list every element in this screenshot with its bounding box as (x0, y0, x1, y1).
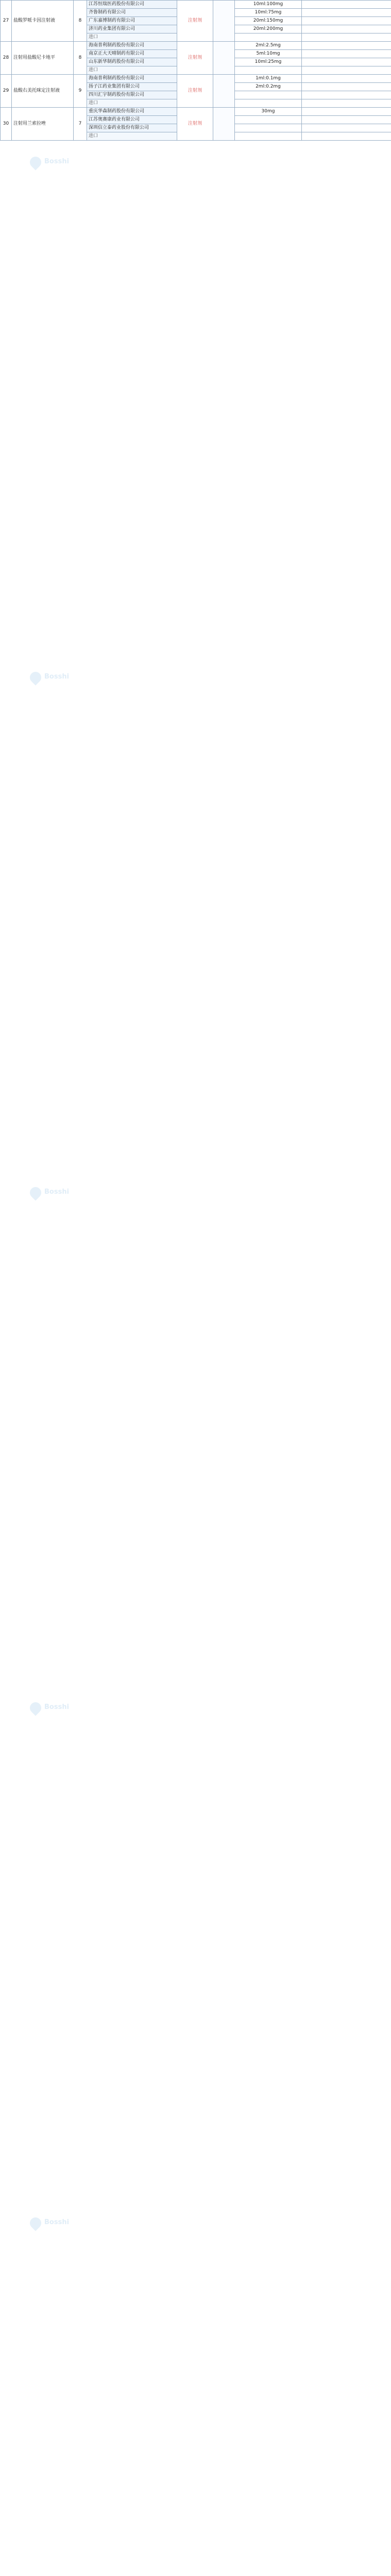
blank-cell (213, 1, 235, 42)
row-index: 27 (1, 1, 12, 42)
dosage-form: 注射剂 (177, 42, 213, 75)
table-row (1, 108, 391, 116)
watermark-logo: Bosshi (30, 670, 76, 691)
dosage-form: 注射剂 (177, 108, 213, 141)
manufacturer-count: 8 (74, 1, 87, 42)
spec-value (235, 66, 302, 75)
blank-cell (213, 75, 235, 108)
manufacturer-name: 扬子江药业集团有限公司 (87, 83, 177, 91)
manufacturer-name: 四川汇宇制药股份有限公司 (87, 91, 177, 99)
spec-note (302, 75, 391, 83)
blank-cell (213, 42, 235, 75)
row-index: 28 (1, 42, 12, 75)
spec-value (235, 91, 302, 99)
spec-note (302, 66, 391, 75)
spec-note (302, 91, 391, 99)
spec-note (302, 83, 391, 91)
manufacturer-name: 重庆华森制药股份有限公司 (87, 108, 177, 116)
spec-note (302, 50, 391, 58)
manufacturer-name: 南京正大天晴制药有限公司 (87, 50, 177, 58)
spec-note (302, 132, 391, 141)
drug-table-body (1, 1, 391, 141)
dosage-form: 注射剂 (177, 75, 213, 108)
manufacturer-name: 江苏奥赛康药业有限公司 (87, 116, 177, 124)
manufacturer-count: 9 (74, 75, 87, 108)
manufacturer-name: 海南普利制药股份有限公司 (87, 42, 177, 50)
spec-value: 20ml:200mg (235, 25, 302, 33)
row-index: 30 (1, 108, 12, 141)
spec-value: 2ml:0.2mg (235, 83, 302, 91)
spec-note (302, 1, 391, 9)
spec-value: 20ml:150mg (235, 17, 302, 25)
manufacturer-name: 山东新华制药股份有限公司 (87, 58, 177, 66)
table-row (1, 1, 391, 9)
dosage-form: 注射剂 (177, 1, 213, 42)
watermark-logo: Bosshi (30, 1185, 76, 1207)
table-row (1, 42, 391, 50)
spec-value (235, 99, 302, 108)
manufacturer-count: 8 (74, 42, 87, 75)
manufacturer-name: 深圳信立泰药业股份有限公司 (87, 124, 177, 132)
drug-name: 盐酸右美托咪定注射液 (12, 75, 74, 108)
manufacturer-name: 海南普利制药股份有限公司 (87, 75, 177, 83)
manufacturer-count: 7 (74, 108, 87, 141)
spec-value: 5ml:10mg (235, 50, 302, 58)
drug-name: 注射用兰索拉唑 (12, 108, 74, 141)
spec-note (302, 25, 391, 33)
spec-note (302, 9, 391, 17)
row-index: 29 (1, 75, 12, 108)
blank-cell (213, 108, 235, 141)
drug-name: 盐酸罗哌卡因注射液 (12, 1, 74, 42)
manufacturer-name: 广东嘉博制药有限公司 (87, 17, 177, 25)
spec-value: 30mg (235, 108, 302, 116)
spec-note (302, 108, 391, 116)
spec-note (302, 116, 391, 124)
spec-note (302, 33, 391, 42)
import-label: 进口 (87, 99, 177, 108)
drug-name: 注射用盐酸尼卡地平 (12, 42, 74, 75)
spec-value: 10ml:75mg (235, 9, 302, 17)
spec-value: 10ml:100mg (235, 1, 302, 9)
manufacturer-name: 江苏恒瑞医药股份有限公司 (87, 1, 177, 9)
spec-value: 1ml:0.1mg (235, 75, 302, 83)
spec-value: 2ml:2.5mg (235, 42, 302, 50)
spec-value (235, 124, 302, 132)
drug-catalog-table (0, 0, 391, 141)
import-label: 进口 (87, 33, 177, 42)
spec-value (235, 116, 302, 124)
spec-note (302, 99, 391, 108)
table-row (1, 75, 391, 83)
spec-note (302, 42, 391, 50)
spec-value: 10ml:25mg (235, 58, 302, 66)
watermark-logo: Bosshi (30, 1700, 76, 1722)
spec-note (302, 124, 391, 132)
spec-value (235, 33, 302, 42)
spec-note (302, 58, 391, 66)
manufacturer-name: 济川药业集团有限公司 (87, 25, 177, 33)
spec-value (235, 132, 302, 141)
manufacturer-name: 齐鲁制药有限公司 (87, 9, 177, 17)
spec-note (302, 17, 391, 25)
import-label: 进口 (87, 132, 177, 141)
import-label: 进口 (87, 66, 177, 75)
watermark-logo: Bosshi (30, 2215, 76, 2237)
watermark-logo: Bosshi (30, 155, 76, 176)
